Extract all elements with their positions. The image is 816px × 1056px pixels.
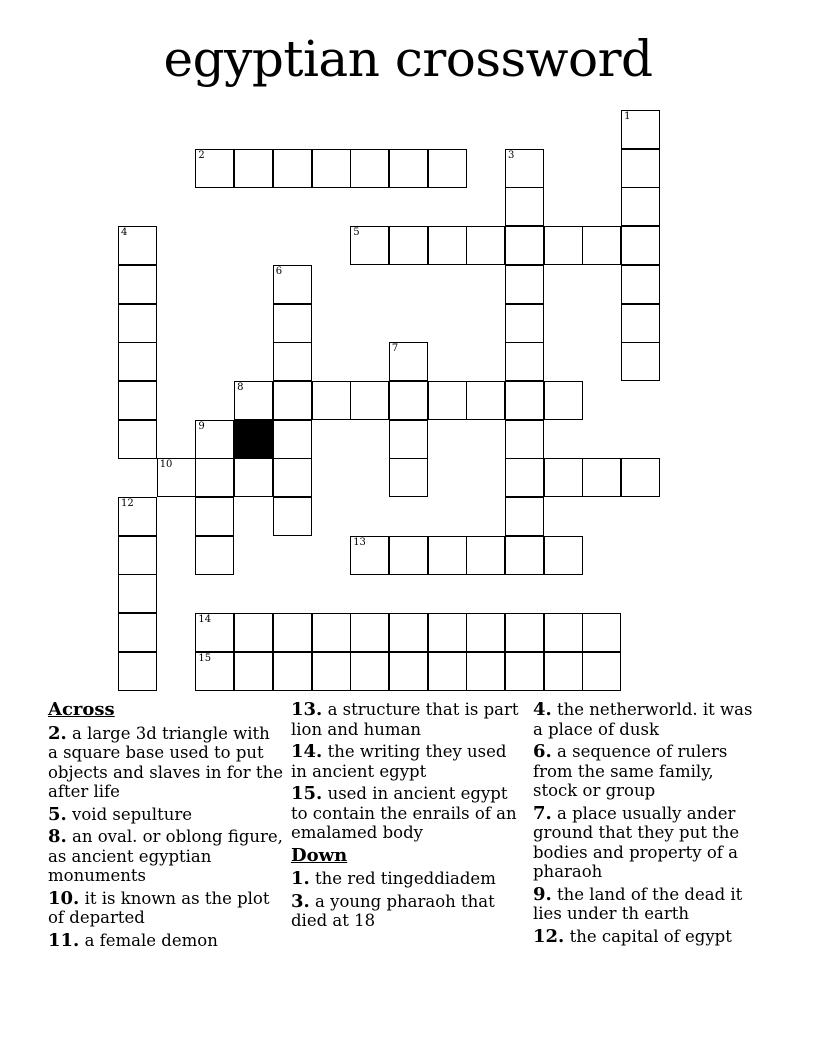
clue-item [48, 827, 283, 886]
clue-item [291, 892, 526, 931]
grid-cell[interactable] [544, 226, 583, 265]
clue-number: 3. [291, 890, 310, 912]
clue-number: 7. [533, 802, 552, 824]
grid-cell[interactable] [389, 652, 428, 691]
grid-cell[interactable] [157, 458, 196, 497]
clue-text: a place usually ander ground that they put the bodies and property of a pharaoh [533, 803, 740, 881]
grid-cell[interactable] [389, 420, 428, 459]
cell-number: 15 [198, 652, 212, 664]
grid-cell[interactable] [273, 458, 312, 497]
cell-number: 4 [121, 227, 128, 239]
grid-cell[interactable] [505, 342, 544, 381]
grid-cell[interactable] [195, 536, 234, 575]
grid-cell[interactable] [118, 265, 157, 304]
clue-text: used in ancient egypt to contain the enrails of an emalamed body [291, 784, 517, 842]
grid-cell[interactable] [621, 458, 660, 497]
grid-cell[interactable] [234, 381, 273, 420]
grid-cell[interactable] [389, 536, 428, 575]
clue-text: an oval. or oblong figure, as ancient egyptian monuments [48, 827, 283, 885]
grid-cell[interactable] [428, 149, 467, 188]
grid-cell[interactable] [234, 458, 273, 497]
grid-cell[interactable] [621, 265, 660, 304]
grid-cell[interactable] [389, 342, 428, 381]
grid-cell[interactable] [505, 420, 544, 459]
clue-text: a large 3d triangle with a square base used to put objects and slaves in for the after life [48, 723, 283, 801]
grid-cell[interactable] [466, 613, 505, 652]
clue-item [291, 700, 526, 739]
grid-cell[interactable] [312, 613, 351, 652]
grid-cell[interactable] [118, 342, 157, 381]
clue-item [48, 724, 283, 802]
grid-cell[interactable] [621, 226, 660, 265]
grid-cell[interactable] [621, 304, 660, 343]
grid-cell[interactable] [621, 149, 660, 188]
clue-column-1 [48, 700, 283, 953]
grid-cell[interactable] [505, 458, 544, 497]
grid-cell[interactable] [273, 497, 312, 536]
clue-number: 14. [291, 741, 323, 762]
clue-text: a structure that is part lion and human [291, 700, 519, 739]
grid-cell[interactable] [350, 536, 389, 575]
cell-number: 5 [353, 227, 360, 239]
grid-cell[interactable] [505, 187, 544, 226]
clue-item [533, 804, 763, 882]
grid-cell[interactable] [118, 652, 157, 691]
grid-cell[interactable] [234, 613, 273, 652]
grid-cell[interactable] [118, 381, 157, 420]
grid-cell[interactable] [195, 420, 234, 459]
cell-number: 2 [198, 149, 205, 161]
cell-number: 8 [237, 381, 244, 393]
grid-cell[interactable] [505, 381, 544, 420]
grid-cell[interactable] [505, 536, 544, 575]
grid-cell[interactable] [273, 381, 312, 420]
grid-cell[interactable] [466, 226, 505, 265]
clue-text: a young pharaoh that died at 18 [291, 891, 495, 930]
grid-cell[interactable] [350, 381, 389, 420]
grid-cell[interactable] [195, 458, 234, 497]
cell-number: 7 [391, 343, 399, 355]
grid-cell[interactable] [234, 652, 273, 691]
grid-cell[interactable] [273, 420, 312, 459]
grid-cell[interactable] [350, 613, 389, 652]
clue-text: void sepulture [66, 804, 192, 824]
grid-cell[interactable] [350, 652, 389, 691]
clue-item [48, 889, 283, 928]
cell-number: 12 [121, 498, 134, 509]
grid-cell[interactable] [505, 613, 544, 652]
grid-cell[interactable] [273, 149, 312, 188]
grid-cell[interactable] [544, 652, 583, 691]
grid-cell[interactable] [234, 149, 273, 188]
across-heading: Across [48, 699, 115, 720]
grid-cell[interactable] [118, 613, 157, 652]
cell-number: 13 [353, 536, 366, 548]
grid-cell[interactable] [389, 226, 428, 265]
grid-cell[interactable] [195, 652, 234, 691]
clue-number: 1. [291, 868, 310, 889]
grid-cell[interactable] [544, 458, 583, 497]
grid-cell[interactable] [389, 613, 428, 652]
cell-number: 10 [159, 459, 173, 471]
clue-number: 13. [291, 699, 323, 720]
grid-cell[interactable] [544, 536, 583, 575]
clue-number: 5. [48, 803, 67, 825]
clue-item [533, 700, 763, 739]
grid-cell[interactable] [544, 613, 583, 652]
grid-cell[interactable] [505, 149, 544, 188]
grid-cell[interactable] [273, 304, 312, 343]
grid-cell[interactable] [505, 265, 544, 304]
clue-text: the writing they used in ancient egypt [291, 742, 507, 781]
clue-text: a female demon [79, 930, 218, 950]
grid-cell[interactable] [195, 149, 234, 188]
grid-cell[interactable] [273, 265, 312, 304]
grid-cell[interactable] [505, 652, 544, 691]
clue-item [48, 805, 283, 825]
clue-column-2 [291, 700, 526, 934]
clue-item [291, 869, 526, 889]
grid-cell[interactable] [582, 226, 621, 265]
clue-number: 2. [48, 722, 67, 744]
clue-item [48, 931, 283, 951]
grid-cell[interactable] [505, 304, 544, 343]
grid-cell[interactable] [118, 497, 157, 536]
grid-cell[interactable] [428, 613, 467, 652]
grid-cell[interactable] [466, 381, 505, 420]
grid-cell[interactable] [118, 574, 157, 613]
grid-cell[interactable] [273, 342, 312, 381]
grid-cell[interactable] [466, 536, 505, 575]
clue-number: 12. [533, 925, 565, 947]
grid-cell[interactable] [350, 226, 389, 265]
clue-item [291, 784, 526, 843]
grid-cell[interactable] [312, 149, 351, 188]
grid-cell[interactable] [273, 613, 312, 652]
cell-number: 3 [508, 149, 515, 161]
cell-number: 1 [624, 111, 631, 122]
clue-text: the netherworld. it was a place of dusk [533, 700, 753, 739]
grid-cell[interactable] [118, 420, 157, 459]
grid-cell[interactable] [118, 226, 157, 265]
cell-number: 6 [275, 265, 283, 277]
clue-text: it is known as the plot of departed [48, 888, 270, 927]
grid-cell[interactable] [428, 226, 467, 265]
clue-item [533, 885, 763, 924]
grid-cell[interactable] [389, 149, 428, 188]
cell-number: 14 [198, 614, 212, 626]
clue-item [291, 742, 526, 781]
grid-cell[interactable] [195, 613, 234, 652]
grid-cell[interactable] [621, 342, 660, 381]
clue-column-3 [533, 700, 763, 949]
clue-text: the capital of egypt [564, 926, 732, 946]
grid-cell[interactable] [389, 458, 428, 497]
clue-number: 11. [48, 929, 80, 951]
grid-cell[interactable] [621, 110, 660, 149]
grid-cell[interactable] [582, 652, 621, 691]
clue-number: 8. [48, 826, 67, 847]
grid-cell[interactable] [312, 381, 351, 420]
clue-number: 9. [533, 883, 552, 905]
grid-cell[interactable] [466, 652, 505, 691]
clue-item [533, 927, 763, 947]
grid-cell[interactable] [582, 458, 621, 497]
grid-cell[interactable] [273, 652, 312, 691]
clue-number: 15. [291, 783, 323, 804]
grid-cell[interactable] [505, 226, 544, 265]
grid-cell[interactable] [505, 497, 544, 536]
clue-number: 6. [533, 741, 552, 762]
clue-text: the land of the dead it lies under th earth [533, 884, 743, 923]
black-cell [234, 420, 273, 459]
grid-cell[interactable] [428, 536, 467, 575]
clue-number: 4. [533, 699, 552, 720]
cell-number: 9 [198, 420, 205, 432]
grid-cell[interactable] [350, 149, 389, 188]
clue-text: a sequence of rulers from the same family, stock or group [533, 742, 728, 800]
grid-cell[interactable] [428, 381, 467, 420]
grid-cell[interactable] [582, 613, 621, 652]
down-heading: Down [291, 844, 348, 866]
grid-cell[interactable] [312, 652, 351, 691]
grid-cell[interactable] [118, 536, 157, 575]
grid-cell[interactable] [389, 381, 428, 420]
clue-number: 10. [48, 887, 80, 909]
grid-cell[interactable] [428, 652, 467, 691]
clue-text: the red tingeddiadem [309, 869, 496, 888]
grid-cell[interactable] [621, 187, 660, 226]
grid-cell[interactable] [544, 381, 583, 420]
clue-item [533, 742, 763, 801]
grid-cell[interactable] [195, 497, 234, 536]
page-title: egyptian crossword [163, 30, 653, 88]
grid-cell[interactable] [118, 304, 157, 343]
